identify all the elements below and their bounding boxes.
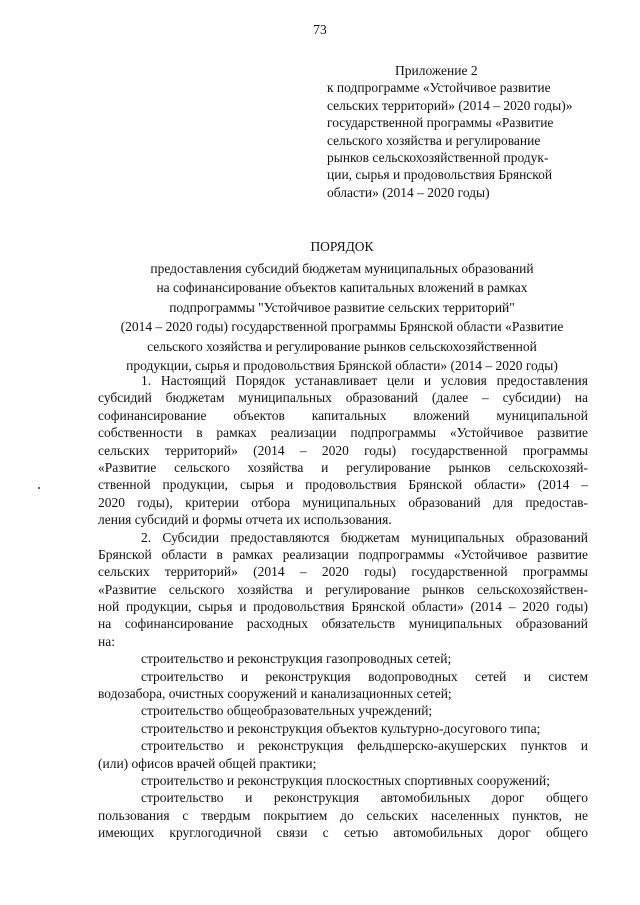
paragraph-1-line: «Развитие сельского хозяйства и регулирование рынков сельскохозяй- — [98, 459, 588, 475]
title-heading: ПОРЯДОК — [310, 239, 374, 254]
document-body — [98, 372, 588, 842]
title-line: предоставления субсидий бюджетам муниципальных образований — [150, 260, 534, 276]
paragraph-1-line: ственной продукции, сырья и продовольствия Брянской области» (2014 – — [98, 477, 588, 493]
paragraph-2-line: 2. Субсидии предоставляются бюджетам муниципальных образований — [141, 529, 588, 545]
list-item-roads: строительство и реконструкция автомобильных дорог общего — [141, 790, 588, 806]
paragraph-1-line: субсидий бюджетам муниципальных образований (далее – субсидии) на — [98, 390, 588, 406]
title-line: (2014 – 2020 годы) государственной программы Брянской области «Развитие — [120, 319, 564, 334]
appendix-line: рынков сельскохозяйственной продук- — [327, 150, 549, 166]
document-title — [95, 237, 589, 376]
title-line: на софинансирование объектов капитальных вложений в рамках — [156, 280, 528, 295]
title-line: подпрограммы "Устойчивое развитие сельских территорий" — [169, 299, 515, 315]
appendix-line: Приложение 2 — [395, 63, 478, 78]
appendix-line: сельского хозяйства и регулирование — [327, 132, 541, 148]
title-line: продукции, сырья и продовольствия Брянской области» (2014 – 2020 годы) — [126, 358, 558, 373]
list-item-roads-cont: пользования с твердым покрытием до сельских населенных пунктов, не — [98, 807, 588, 823]
title-line: сельского хозяйства и регулирование рынков сельскохозяйственной — [147, 338, 537, 354]
paragraph-1-line: софинансирование объектов капитальных вложений муниципальной — [98, 407, 588, 423]
paragraph-1-line: собственности в рамках реализации подпрограммы «Устойчивое развитие — [98, 425, 588, 441]
list-item-culture: строительство и реконструкция объектов культурно-досугового типа; — [141, 720, 541, 736]
appendix-line: к подпрограмме «Устойчивое развитие — [327, 80, 551, 96]
paragraph-1-line: 2020 годы), критерии отбора муниципальных образований для предостав- — [98, 494, 588, 510]
paragraph-2-line: ной продукции, сырья и продовольствия Брянской области» (2014 – 2020 годы) — [98, 599, 588, 615]
list-item-medical-cont: (или) офисов врачей общей практики; — [98, 755, 317, 771]
paragraph-2-line: сельских территорий» (2014 – 2020 годы) государственной программы — [98, 564, 588, 580]
page-number: 73 — [313, 22, 327, 37]
list-item-gas: строительство и реконструкция газопроводных сетей; — [141, 651, 452, 667]
list-item-schools: строительство общеобразовательных учреждений; — [141, 703, 433, 719]
list-item-sports: строительство и реконструкция плоскостных спортивных сооружений; — [141, 772, 550, 788]
appendix-line: государственной программы «Развитие — [327, 115, 554, 131]
scan-speck — [38, 487, 40, 489]
list-item-roads-cont: имеющих круглогодичной связи с сетью автомобильных дорог общего — [98, 825, 588, 841]
paragraph-1-line: ления субсидий и формы отчета их использования. — [98, 512, 392, 528]
paragraph-2-line: на софинансирование расходных обязательств муниципальных образований — [98, 616, 588, 632]
paragraph-1-line: 1. Настоящий Порядок устанавливает цели и условия предоставления — [141, 373, 588, 388]
appendix-line: сельских территорий» (2014 – 2020 годы)» — [327, 97, 573, 113]
appendix-line: области» (2014 – 2020 годы) — [327, 184, 490, 200]
paragraph-2-line: на: — [98, 633, 115, 649]
list-item-water: строительство и реконструкция водопроводных сетей и систем — [141, 668, 588, 684]
list-item-water-cont: водозабора, очистных сооружений и канализационных сетей; — [98, 686, 452, 702]
list-item-medical: строительство и реконструкция фельдшерско-акушерских пунктов и — [141, 738, 588, 754]
paragraph-2-line: Брянской области в рамках реализации подпрограммы «Устойчивое развитие — [98, 546, 588, 562]
appendix-line: ции, сырья и продовольствия Брянской — [327, 167, 553, 183]
paragraph-1-line: сельских территорий» (2014 – 2020 годы) государственной программы — [98, 442, 588, 458]
paragraph-2-line: «Развитие сельского хозяйства и регулирование рынков сельскохозяйствен- — [98, 581, 588, 597]
appendix-block — [327, 62, 597, 201]
